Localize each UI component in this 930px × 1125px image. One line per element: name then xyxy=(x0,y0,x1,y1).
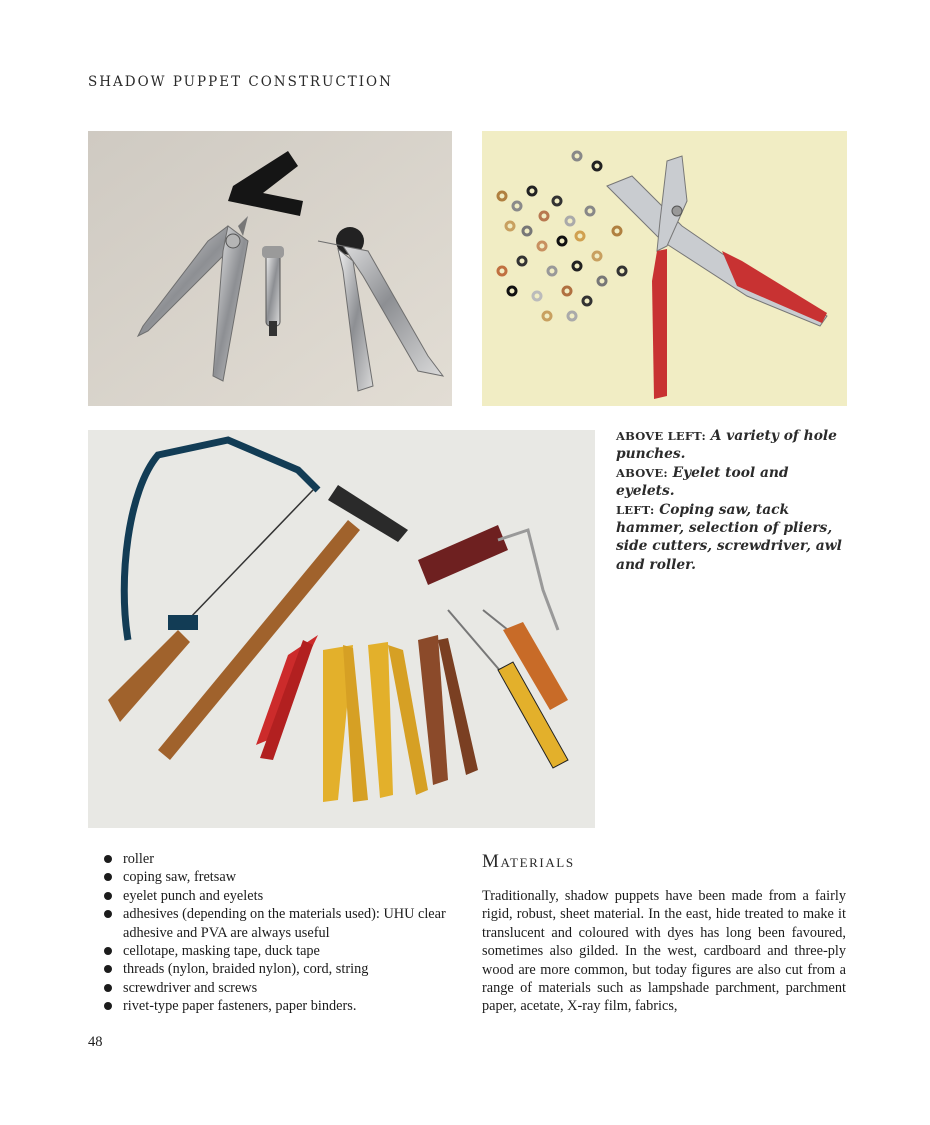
list-item xyxy=(104,905,454,942)
bullet-icon xyxy=(104,1002,112,1010)
tools-list xyxy=(104,850,454,1016)
list-item xyxy=(104,868,454,886)
body-paragraph: Traditionally, shadow puppets have been made from a fairly rigid, robust, sheet material. In the east, hide treated to make it translucent and coloured with dyes has long been favoured, sometimes also gilded. In the west, cardboard and three-ply wood are more common, but today figures are also cut from a range of materials such as lampshade parchment, parchment paper, acetate, X-ray film, fabrics, xyxy=(482,888,846,1015)
caption-text: Coping saw, tack hammer, selection of pliers, side cutters, screwdriver, awl and roller. xyxy=(616,501,842,573)
section-heading: Materials xyxy=(482,851,575,872)
list-item-text: coping saw, fretsaw xyxy=(123,869,237,886)
tools-photo xyxy=(88,430,595,828)
list-item-text: cellotape, masking tape, duck tape xyxy=(123,943,320,960)
list-item-text: eyelet punch and eyelets xyxy=(123,887,264,904)
list-item xyxy=(104,850,454,868)
list-item xyxy=(104,997,454,1015)
list-item-text: roller xyxy=(123,851,154,867)
caption-text: A variety of hole punches. xyxy=(616,428,837,463)
caption-line xyxy=(616,428,837,462)
hole-punches-photo xyxy=(88,131,452,406)
bullet-icon xyxy=(104,873,112,881)
caption-line xyxy=(616,465,789,499)
eyelet-tool-photo xyxy=(482,131,847,406)
list-item-text: rivet-type paper fasteners, paper binders. xyxy=(123,998,357,1015)
running-head: SHADOW PUPPET CONSTRUCTION xyxy=(88,74,393,90)
caption-label: ABOVE LEFT: xyxy=(616,429,706,443)
bullet-icon xyxy=(104,947,112,955)
photo-caption xyxy=(616,427,848,574)
bullet-icon xyxy=(104,965,112,973)
caption-label: ABOVE: xyxy=(616,465,668,480)
list-item-text: adhesives (depending on the materials used): UHU clear adhesive and PVA are always useful xyxy=(123,906,446,941)
list-item-text: screwdriver and screws xyxy=(123,979,258,996)
list-item xyxy=(104,887,454,905)
list-item xyxy=(104,960,454,978)
caption-label: LEFT: xyxy=(616,502,655,517)
bullet-icon xyxy=(104,984,112,992)
caption-text: Eyelet tool and eyelets. xyxy=(616,464,789,500)
list-item xyxy=(104,979,454,997)
list-item-text: threads (nylon, braided nylon), cord, string xyxy=(123,961,369,978)
list-item xyxy=(104,942,454,960)
caption-line xyxy=(616,502,842,573)
bullet-icon xyxy=(104,855,112,863)
bullet-icon xyxy=(104,892,112,900)
page-number: 48 xyxy=(88,1034,103,1050)
bullet-icon xyxy=(104,910,112,918)
